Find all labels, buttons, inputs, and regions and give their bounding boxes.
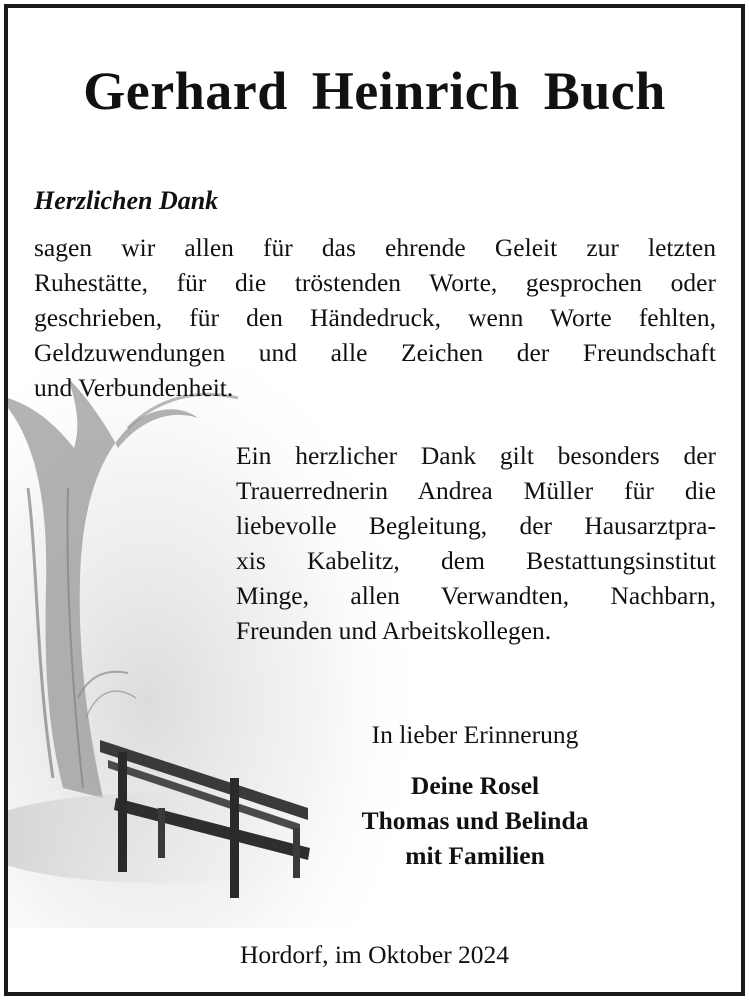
- paragraph-line: liebevolle Begleitung, der Hausarztpra-: [236, 511, 716, 540]
- paragraph-line: xis Kabelitz, dem Bestattungsinstitut: [236, 546, 716, 575]
- paragraph-line: geschrieben, für den Händedruck, wenn Worte fehlten,: [34, 303, 716, 332]
- thanks-heading: Herzlichen Dank: [34, 186, 219, 215]
- deceased-name: Gerhard Heinrich Buch: [83, 61, 666, 121]
- paragraph-line: und Verbundenheit.: [34, 373, 234, 402]
- paragraph-line: Geldzuwendungen und alle Zeichen der Freundschaft: [34, 338, 716, 367]
- paragraph-line: sagen wir allen für das ehrende Geleit zur letzten: [34, 233, 716, 262]
- signer-line: mit Familien: [405, 841, 545, 870]
- memory-phrase: In lieber Erinnerung: [371, 720, 579, 749]
- signers-block: [308, 768, 642, 873]
- paragraph-line: Minge, allen Verwandten, Nachbarn,: [236, 581, 716, 610]
- signer-line: Thomas und Belinda: [361, 806, 589, 835]
- paragraph-line: Trauerrednerin Andrea Müller für die: [236, 476, 716, 505]
- notice-frame: [4, 4, 745, 996]
- thanks-paragraph: [34, 230, 716, 405]
- special-thanks-paragraph: [236, 438, 716, 648]
- paragraph-line: Ruhestätte, für die tröstenden Worte, gesprochen oder: [34, 268, 716, 297]
- signer-line: Deine Rosel: [410, 771, 540, 800]
- paragraph-line: Freunden und Arbeitskollegen.: [236, 616, 552, 645]
- place-date: Hordorf, im Oktober 2024: [239, 940, 510, 969]
- paragraph-line: Ein herzlicher Dank gilt besonders der: [236, 441, 716, 470]
